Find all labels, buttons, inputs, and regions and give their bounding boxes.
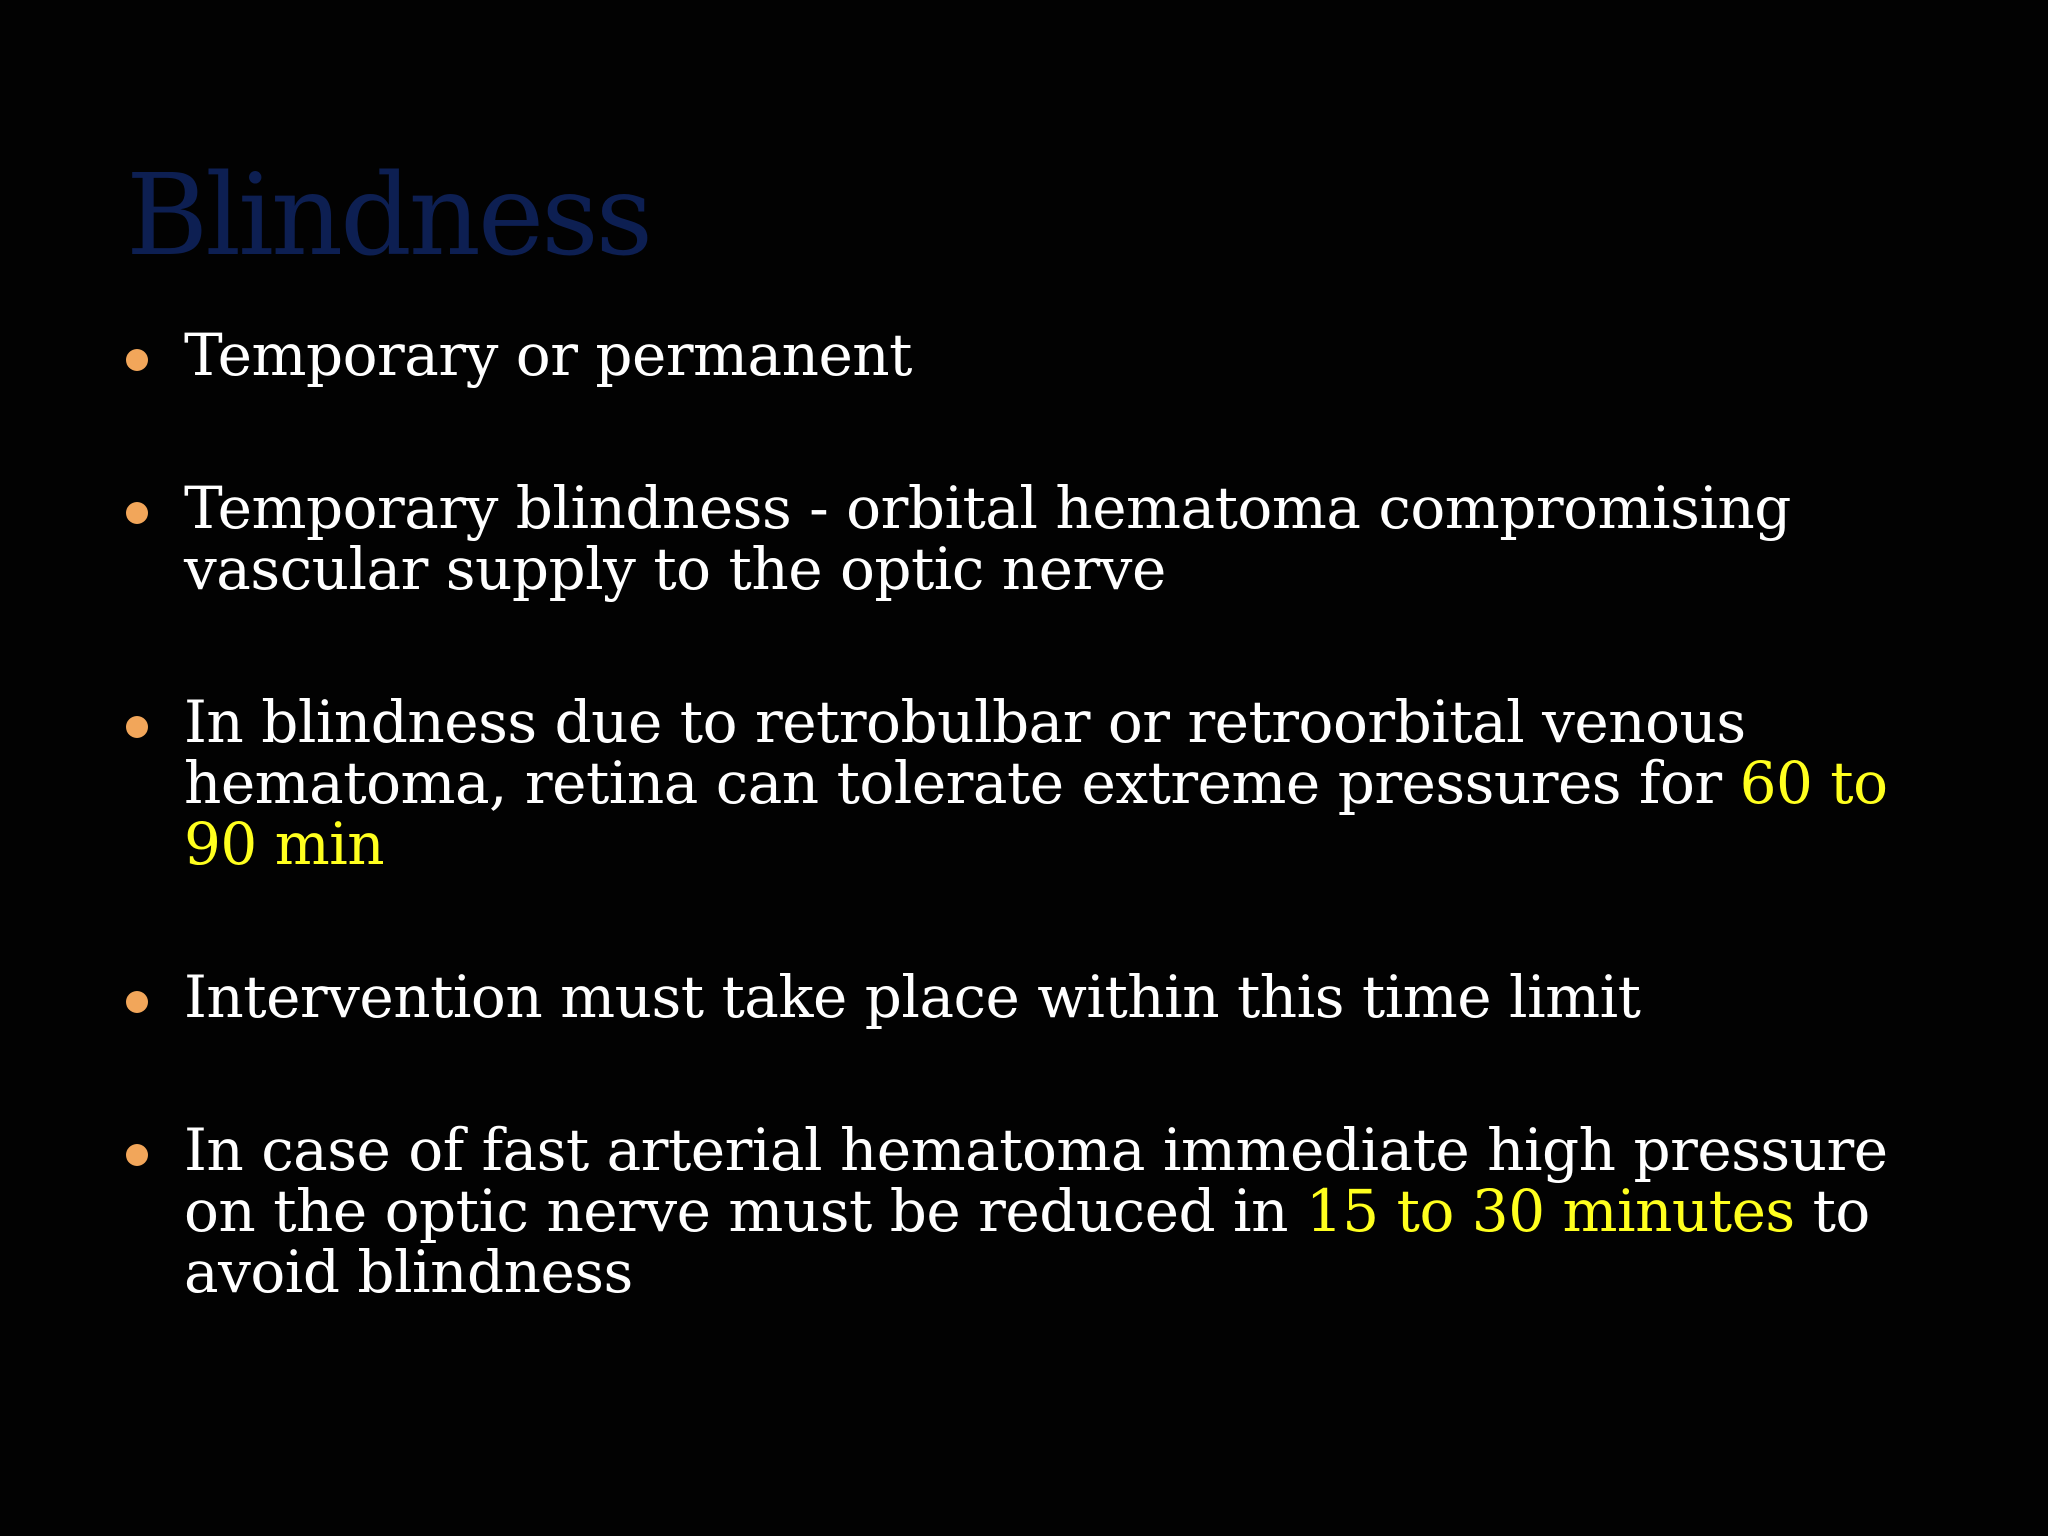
bullet-dot-icon: [126, 349, 148, 371]
bullet-item: [126, 963, 1966, 1031]
bullet-text: Temporary or permanent: [184, 321, 912, 389]
bullet-item: [126, 688, 1966, 878]
slide-title: Blindness: [126, 151, 651, 281]
bullet-dot-icon: [126, 716, 148, 738]
bullet-item: [126, 474, 1966, 603]
bullet-highlight: 60 to 90 min: [184, 749, 1888, 878]
bullet-text: In case of fast arterial hematoma immediate high pressure on the optic nerve must be reduced in: [184, 1116, 1888, 1245]
bullet-text: In blindness due to retrobulbar or retroorbital venous hematoma, retina can tolerate extreme pressures for: [184, 688, 1746, 817]
bullet-text-after: to avoid blindness: [184, 1177, 1870, 1306]
bullet-highlight: 15 to 30 minutes: [1305, 1177, 1795, 1245]
bullet-dot-icon: [126, 1144, 148, 1166]
bullet-list: [126, 321, 1966, 1306]
bullet-item: [126, 321, 1966, 389]
bullet-dot-icon: [126, 502, 148, 524]
bullet-item: [126, 1116, 1966, 1306]
bullet-dot-icon: [126, 991, 148, 1013]
bullet-text: Temporary blindness - orbital hematoma compromising vascular supply to the optic nerve: [184, 474, 1791, 603]
bullet-text: Intervention must take place within this time limit: [184, 963, 1641, 1031]
